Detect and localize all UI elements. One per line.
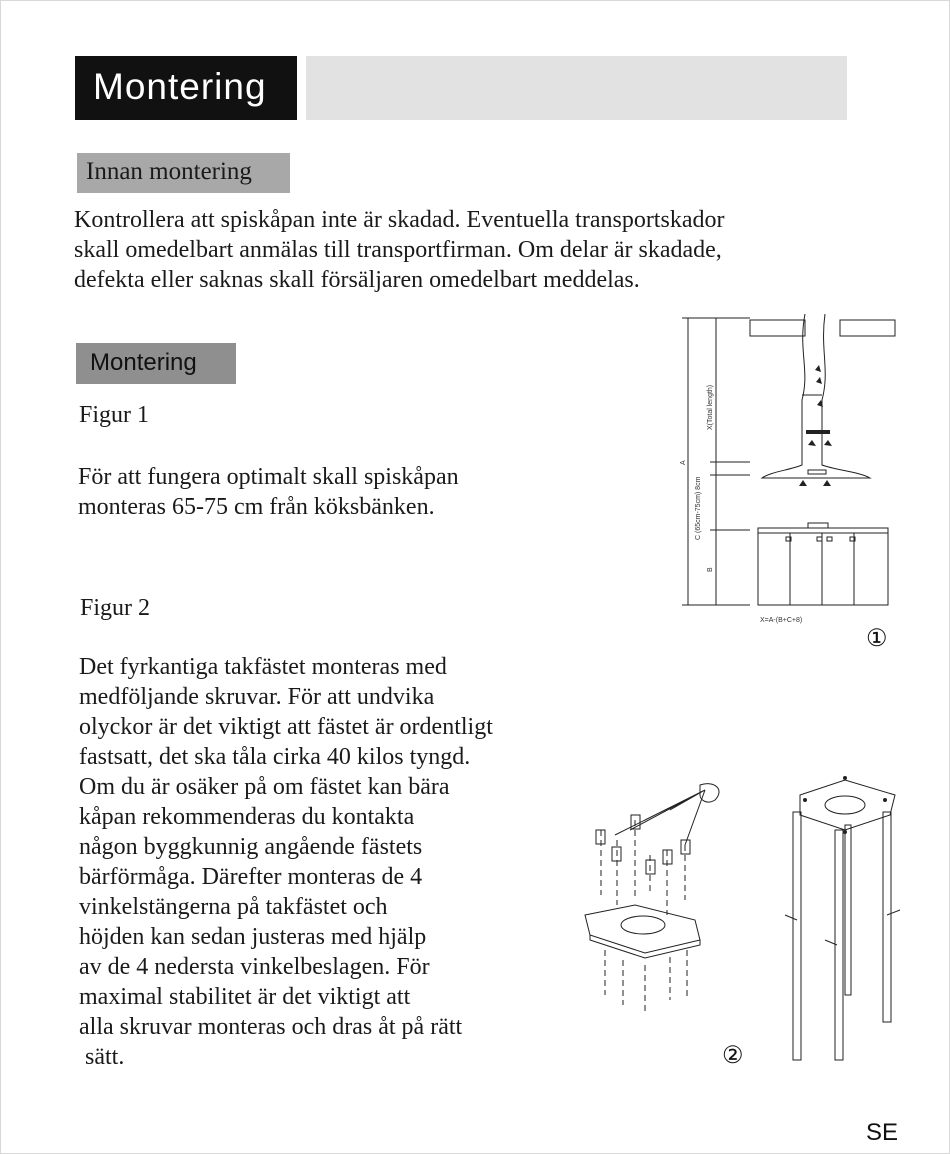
figure2-label: Figur 2 [80, 595, 151, 621]
diagram2-number: ② [722, 1043, 744, 1069]
ceiling-bracket-exploded-diagram [575, 775, 735, 1025]
intro-paragraph: Kontrollera att spiskåpan inte är skadad. Eventuella transportskador skall omedelbart anmälas till transportfirman. Om delar är skadade, defekta eller saknas skall försäljaren omedelbart meddelas. [74, 207, 725, 293]
dimension-c-label: C (65cm-75cm) 8cm [695, 476, 702, 540]
figure2-text: Det fyrkantiga takfästet monteras med medföljande skruvar. För att undvika olyckor är det viktigt att fästet är ordentligt fastsatt, det ska tåla cirka 40 kilos tyngd. Om du är osäker på om fästet kan bära kåpan rekommenderas du kontakta någon byggkunnig angående fästets bärförmåga. Därefter monteras de 4 vinkelstängerna på takfästet och höjden kan sedan justeras med hjälp av de 4 nedersta vinkelbeslagen. För maximal stabilitet är det viktigt att alla skruvar monteras och dras åt på rätt sätt. [79, 654, 493, 1070]
assembled-bracket-rods-diagram [775, 770, 915, 1065]
diagram1-number: ① [866, 626, 888, 652]
total-length-label: X(Total length) [707, 384, 714, 430]
dimension-b-label: B [707, 567, 714, 572]
section-heading-before-installation: Innan montering [77, 153, 290, 193]
hood-height-diagram [670, 310, 900, 630]
section-heading-installation: Montering [76, 343, 236, 384]
page-title: Montering [75, 56, 297, 120]
figure1-label: Figur 1 [79, 402, 150, 428]
length-formula: X=A-(B+C+8) [760, 617, 803, 624]
title-bar [306, 56, 847, 120]
figure1-text: För att fungera optimalt skall spiskåpan monteras 65-75 cm från köksbänken. [78, 464, 459, 520]
language-code: SE [866, 1119, 899, 1146]
dimension-a-label: A [680, 460, 687, 465]
